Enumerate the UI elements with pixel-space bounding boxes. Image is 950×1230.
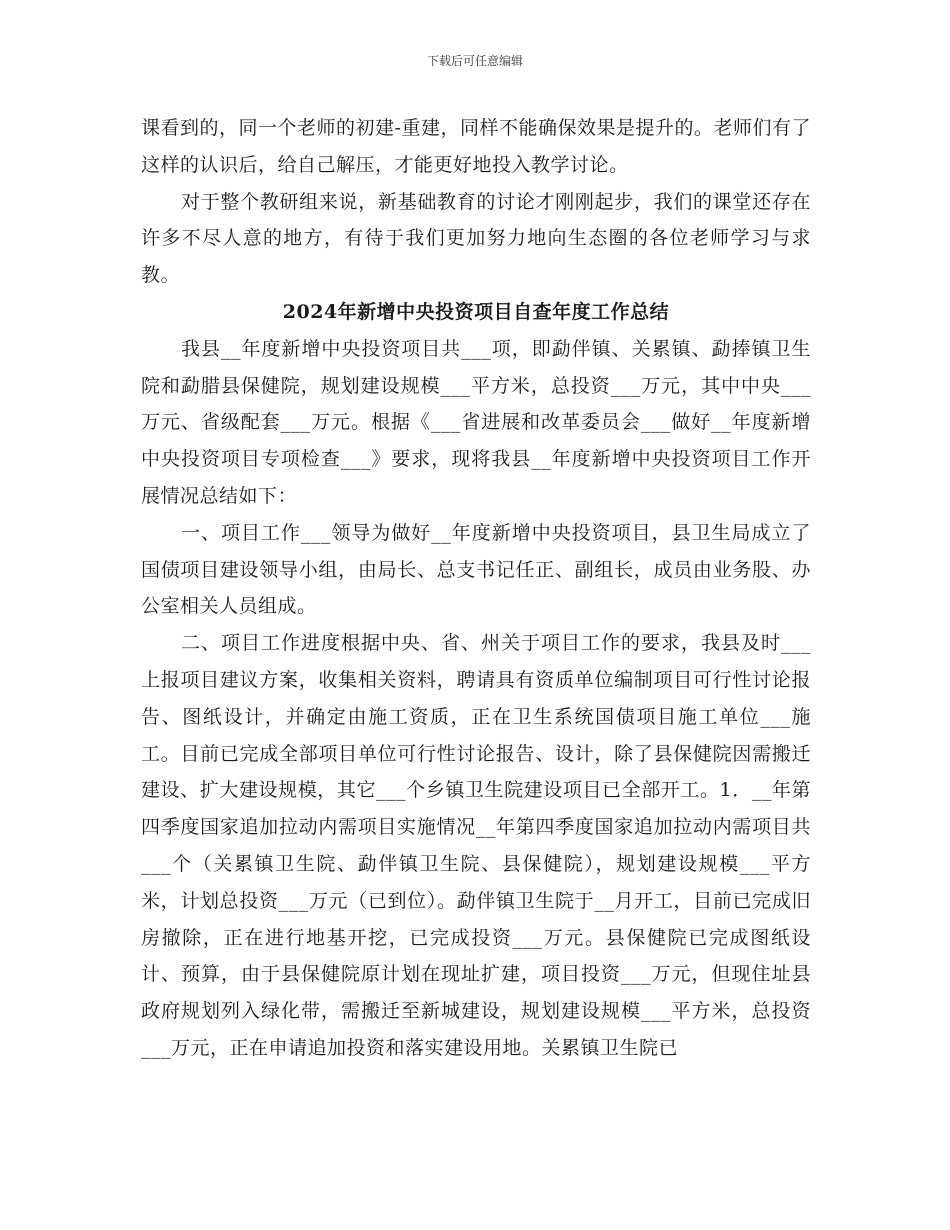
- header-note: 下载后可任意编辑: [426, 54, 523, 68]
- section-title: 2024年新增中央投资项目自查年度工作总结: [282, 300, 670, 323]
- paragraph: 一、项目工作___领导为做好__年度新增中央投资项目，县卫生局成立了国债项目建设领导小组，由局长、总支书记任正、副组长，成员由业务股、办公室相关人员组成。: [141, 521, 811, 618]
- paragraph: 课看到的，同一个老师的初建-重建，同样不能确保效果是提升的。老师们有了这样的认识后，给自己解压，才能更好地投入教学讨论。: [141, 117, 811, 176]
- paragraph: 二、项目工作进度根据中央、省、州关于项目工作的要求，我县及时___上报项目建议方案，收集相关资料，聘请具有资质单位编制项目可行性讨论报告、图纸设计，并确定由施工资质，正在卫生系统国债项目施工单位___施工。目前已完成全部项目单位可行性讨论报告、设计，除了县保健院因需搬迁建设、扩大建设规模，其它___个乡镇卫生院建设项目已全部开工。1．__年第四季度国家追加拉动内需项目实施情况__年第四季度国家追加拉动内需项目共___个（关累镇卫生院、勐伴镇卫生院、县保健院），规划建设规模___平方米，计划总投资___万元（已到位）。勐伴镇卫生院于__月开工，目前已完成旧房撤除，正在进行地基开挖，已完成投资___万元。县保健院已完成图纸设计、预算，由于县保健院原计划在现址扩建，项目投资___万元，但现住址县政府规划列入绿化带，需搬迁至新城建设，规划建设规模___平方米，总投资___万元，正在申请追加投资和落实建设用地。关累镇卫生院已: [141, 632, 811, 1059]
- paragraph: 我县__年度新增中央投资项目共___项，即勐伴镇、关累镇、勐捧镇卫生院和勐腊县保健院，规划建设规模___平方米，总投资___万元，其中中央___万元、省级配套___万元。根据《___省进展和改革委员会___做好__年度新增中央投资项目专项检查___》要求，现将我县__年度新增中央投资项目工作开展情况总结如下：: [141, 337, 811, 507]
- paragraph: 对于整个教研组来说，新基础教育的讨论才刚刚起步，我们的课堂还存在许多不尽人意的地方，有待于我们更加努力地向生态圈的各位老师学习与求教。: [141, 190, 811, 287]
- document-body: [141, 110, 811, 1067]
